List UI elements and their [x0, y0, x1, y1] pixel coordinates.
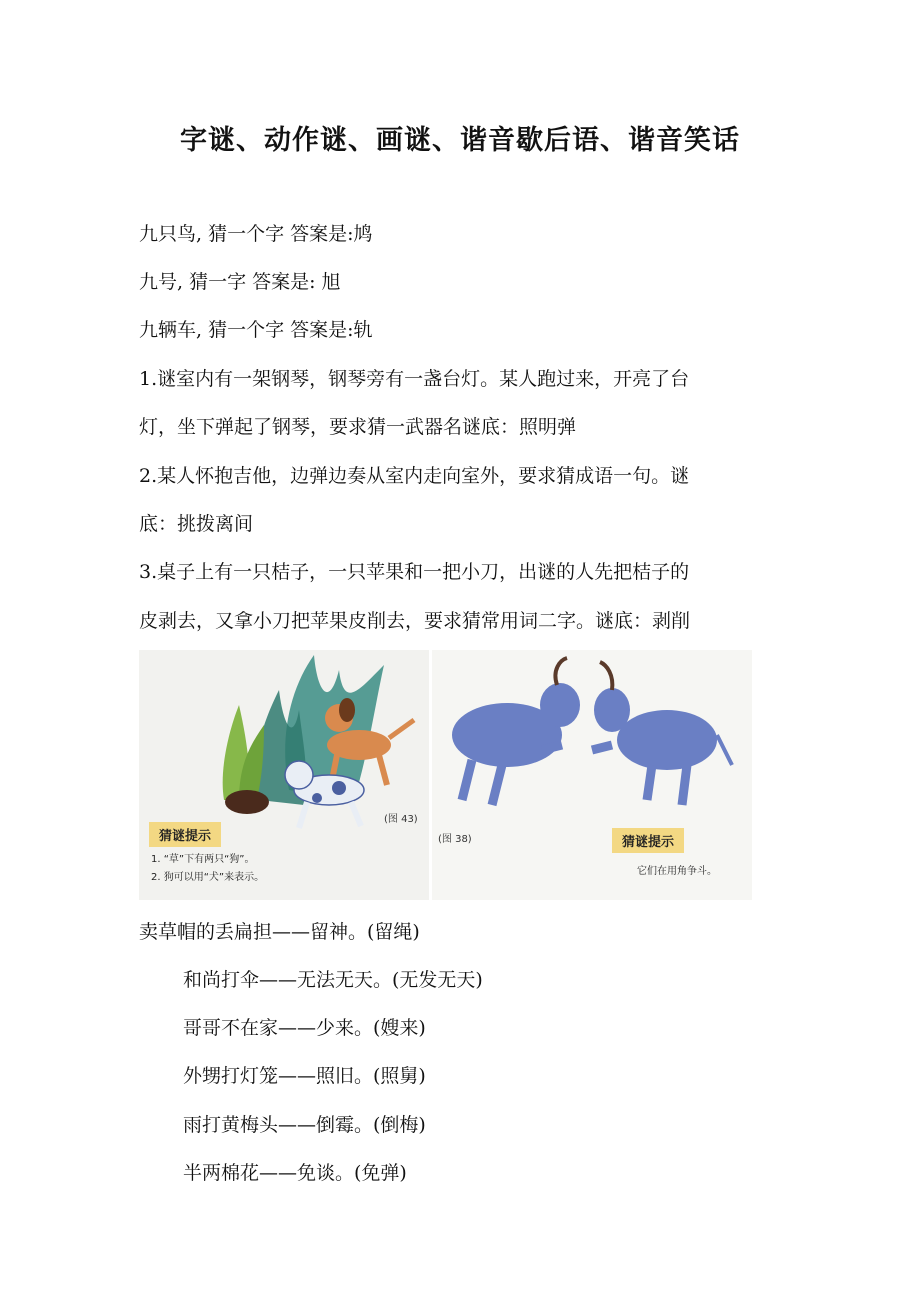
- riddle-illustration-dogs: [139, 650, 429, 900]
- riddle-line: 底：挑拨离间: [139, 513, 254, 535]
- hint-banner: 猜谜提示: [149, 822, 221, 847]
- riddle-line: 2.某人怀抱吉他，边弹边奏从室内走向室外，要求猜成语一句。谜: [139, 465, 690, 487]
- riddle-line: 九号, 猜一字 答案是: 旭: [139, 271, 341, 293]
- figure-label: (图 38): [438, 834, 472, 845]
- riddle-line: 1.谜室内有一架钢琴，钢琴旁有一盏台灯。某人跑过来，开亮了台: [139, 368, 690, 390]
- xiehouyu-line: 雨打黄梅头——倒霉。(倒梅): [183, 1114, 426, 1136]
- xiehouyu-line: 哥哥不在家——少来。(嫂来): [183, 1017, 426, 1039]
- hint-banner: 猜谜提示: [612, 828, 684, 853]
- hint-line: 2. 狗可以用“犬”来表示。: [151, 872, 265, 883]
- riddle-line: 3.桌子上有一只桔子，一只苹果和一把小刀，出谜的人先把桔子的: [139, 561, 690, 583]
- xiehouyu-line: 半两棉花——免谈。(免弹): [183, 1162, 407, 1184]
- riddle-line: 九辆车, 猜一个字 答案是:轨: [139, 319, 373, 341]
- xiehouyu-line: 卖草帽的丢扁担——留神。(留绳): [139, 921, 420, 943]
- hint-line: 1. “草”下有两只“狗”。: [151, 854, 255, 865]
- xiehouyu-line: 外甥打灯笼——照旧。(照舅): [183, 1065, 426, 1087]
- hint-line: 它们在用角争斗。: [637, 866, 717, 877]
- riddle-line: 皮剥去，又拿小刀把苹果皮削去，要求猜常用词二字。谜底：剥削: [139, 610, 691, 632]
- xiehouyu-line: 和尚打伞——无法无天。(无发无天): [183, 969, 483, 991]
- document-title: 字谜、动作谜、画谜、谐音歇后语、谐音笑话: [180, 125, 740, 156]
- riddle-illustration-bulls: [432, 650, 752, 900]
- riddle-line: 灯，坐下弹起了钢琴，要求猜一武器名谜底：照明弹: [139, 416, 577, 438]
- riddle-line: 九只鸟, 猜一个字 答案是:鸠: [139, 223, 373, 245]
- figure-label: (图 43): [384, 814, 418, 825]
